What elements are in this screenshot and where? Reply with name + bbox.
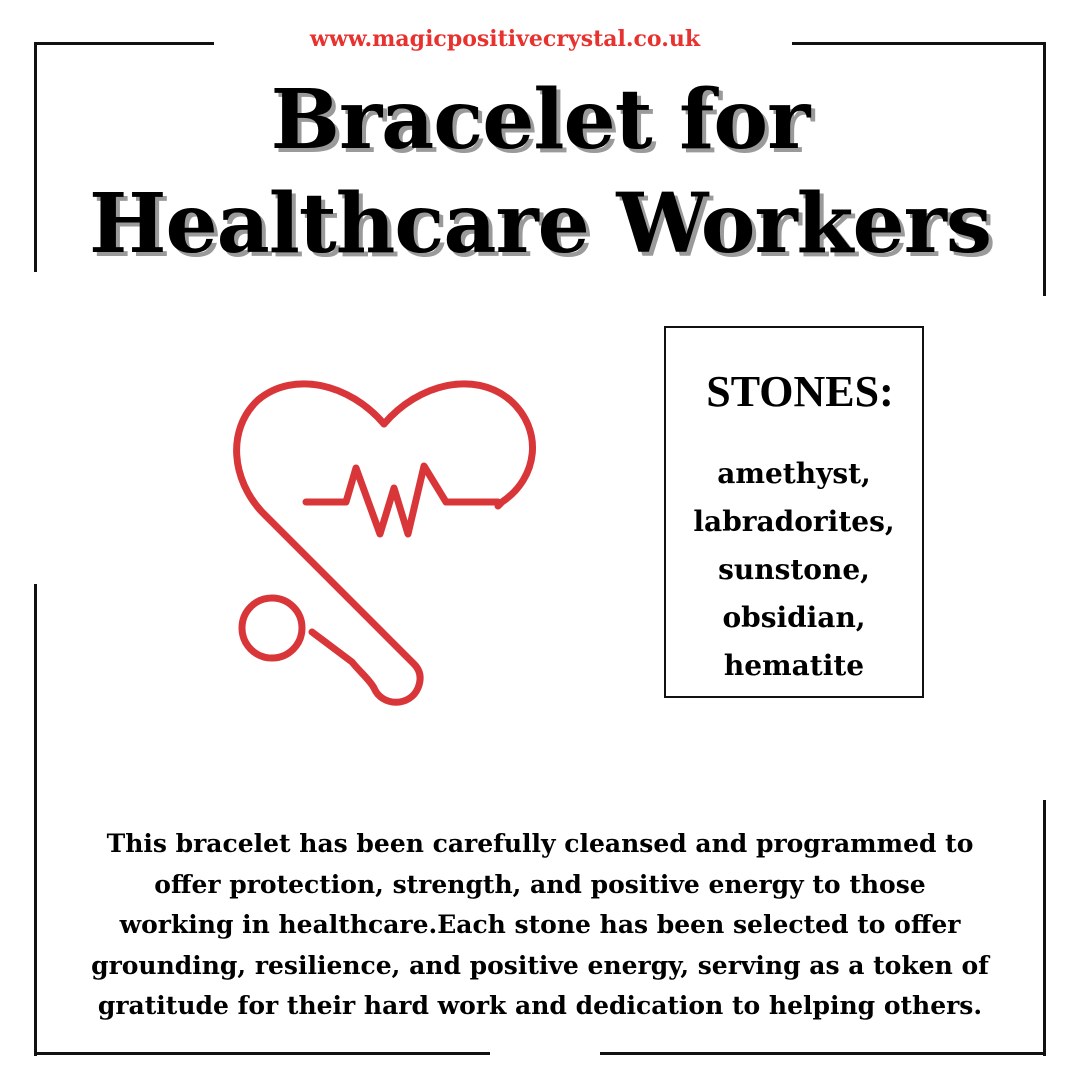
title-line-2: Healthcare Workers	[88, 176, 992, 272]
stone-item: hematite	[723, 649, 865, 682]
description-line: grounding, resilience, and positive energy, serving as a token of	[91, 950, 989, 980]
description-line: working in healthcare.Each stone has been selected to offer	[119, 910, 961, 939]
stones-list	[656, 450, 932, 690]
stethoscope-chestpiece	[242, 598, 302, 658]
description-text	[40, 824, 1040, 1027]
description-line: This bracelet has been carefully cleansed and programmed to	[106, 829, 974, 858]
stones-box	[664, 326, 924, 698]
page-title	[0, 68, 1080, 276]
frame-bottom-right-line	[600, 1052, 1046, 1055]
heart-right-lobe	[384, 384, 533, 506]
website-url[interactable]: www.magicpositivecrystal.co.uk	[309, 26, 701, 52]
description-line: offer protection, strength, and positive energy to those	[154, 869, 926, 899]
frame-right-bottom-line	[1043, 800, 1046, 1056]
stone-item: amethyst,	[717, 457, 871, 490]
frame-left-bottom-line	[34, 584, 37, 1056]
heart-stethoscope-icon	[232, 362, 542, 722]
title-line-1: Bracelet for	[270, 72, 810, 168]
frame-bottom-left-line	[34, 1052, 490, 1055]
stone-item: labradorites,	[693, 505, 895, 538]
pulse-line	[306, 466, 498, 534]
stone-item: obsidian,	[722, 601, 866, 634]
description-line: gratitude for their hard work and dedication to helping others.	[97, 991, 983, 1020]
stones-heading: STONES:	[706, 367, 894, 416]
stone-item: sunstone,	[718, 553, 870, 586]
